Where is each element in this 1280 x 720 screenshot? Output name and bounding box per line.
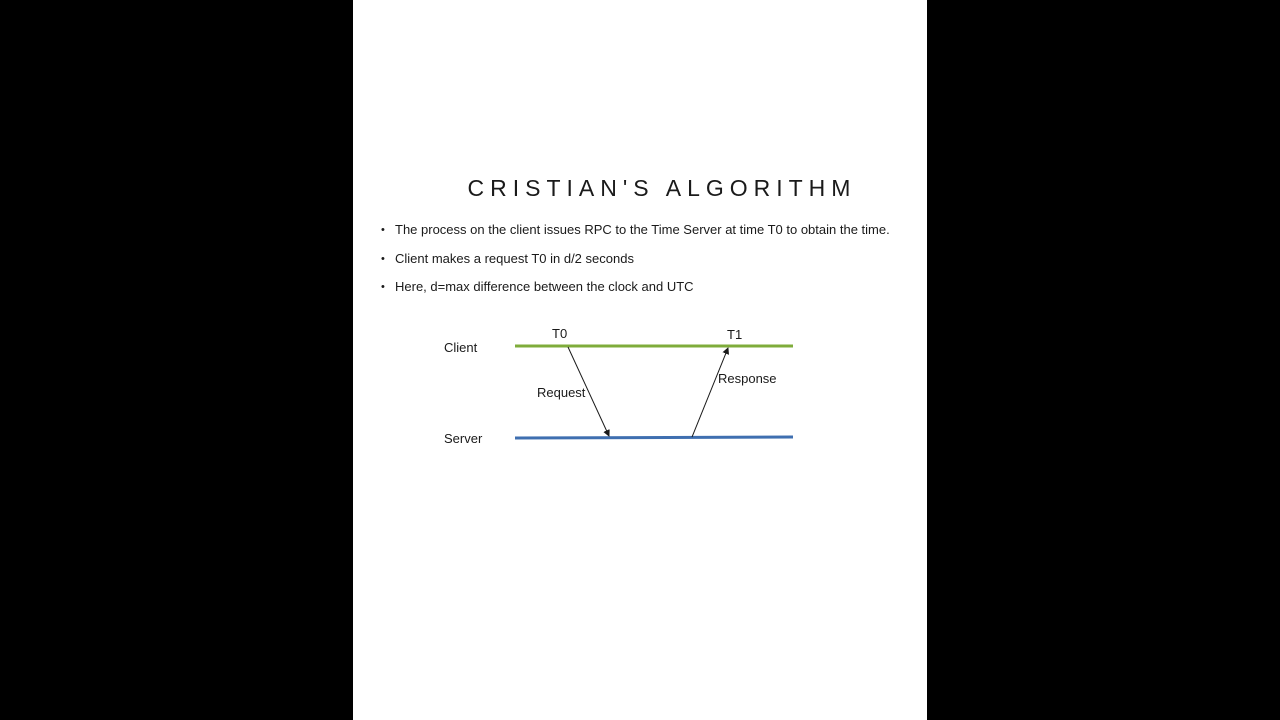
slide	[353, 0, 927, 720]
request-label: Request	[537, 385, 586, 400]
response-label: Response	[718, 371, 777, 386]
bullet-dot: •	[381, 281, 385, 293]
t1-label: T1	[727, 327, 743, 342]
bullet-dot: •	[381, 224, 385, 236]
server-timeline	[515, 437, 793, 438]
bullet-text: Client makes a request T0 in d/2 seconds	[395, 250, 634, 266]
time-sync-diagram	[353, 0, 927, 720]
bullet-dot: •	[381, 252, 385, 265]
t0-label: T0	[552, 326, 568, 341]
bullet-text: Here, d=max difference between the clock and UTC	[395, 279, 694, 294]
slide-title: CRISTIAN'S ALGORITHM	[467, 175, 857, 201]
response-arrow	[692, 348, 728, 437]
server-label: Server	[444, 431, 483, 446]
bullet-text: The process on the client issues RPC to the Time Server at time T0 to obtain the time.	[395, 222, 890, 237]
client-label: Client	[444, 340, 478, 355]
